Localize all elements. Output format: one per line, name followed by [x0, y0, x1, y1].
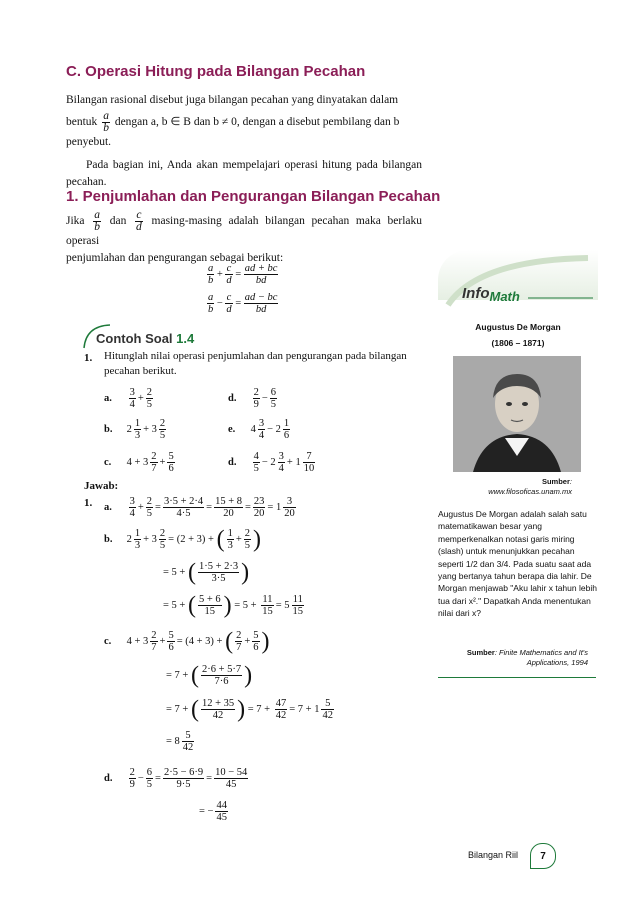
para-line: Bilangan rasional disebut juga bilangan pecahan yang dinyatakan dalam [66, 94, 399, 106]
item-label: b. [104, 533, 113, 545]
question-d1: d. $\frac{2}{9}$ − $\frac{6}{5}$ [228, 387, 277, 410]
para-text: penjumlahan dan pengurangan sebagai berikut: [66, 252, 284, 264]
para-text: Pada bagian ini, Anda akan mempelajari operasi hitung pada bilangan pecahan. [66, 159, 422, 188]
section-1-paragraph [66, 210, 422, 267]
ref-text: : Finite Mathematics and It's Applications, 1994 [494, 648, 588, 667]
answer-d-step2: = − $\frac{44}{45}$ [199, 800, 227, 823]
answer-b: b. 2 $\frac{1}{3}$ + 3 $\frac{2}{5}$ = (2 + 3) + ( $\frac{1}{3}$ + $\frac{2}{5}$ ) [104, 526, 261, 553]
question-d2: d. $\frac{4}{5}$ − 2 $\frac{3}{4}$ + 1 $\frac{7}{10}$ [228, 451, 315, 474]
portrait-figure [453, 356, 581, 472]
item-label: a. [104, 392, 112, 404]
item-label: b. [104, 423, 113, 435]
question-b: b. 2 $\frac{1}{3}$ + 3 $\frac{2}{5}$ [104, 418, 166, 441]
item-label: d. [104, 772, 113, 784]
para-text: dan [109, 215, 127, 228]
page-number: 7 [540, 850, 546, 862]
question-number: 1. [84, 352, 93, 364]
para-line [66, 111, 422, 134]
answer-c-step2: = 7 + ( $\frac{2\cdot 6 + 5\cdot 7}{7\cdot 6}$ ) [166, 662, 253, 689]
contoh-title [96, 331, 194, 346]
formula-diff: $\frac{a}{b}$ − $\frac{c}{d}$ = $\frac{ad - bc}{bd}$ [208, 292, 278, 315]
infomath-years: (1806 – 1871) [491, 338, 545, 348]
answer-c-step3: = 7 + ( $\frac{12 + 35}{42}$ ) = 7 + $\frac{47}{42}$ = 7 + 1 $\frac{5}{42}$ [166, 696, 333, 723]
page-number-badge [530, 843, 556, 869]
question-c: c. 4 + 3 $\frac{2}{7}$ + $\frac{5}{6}$ [104, 451, 174, 474]
para-text: bentuk [66, 116, 98, 129]
item-label: d. [228, 392, 237, 404]
question-a: a. $\frac{3}{4}$ + $\frac{2}{5}$ [104, 387, 153, 410]
item-label: d. [228, 456, 237, 468]
fraction-a-b: $\frac{a}{b}$ [103, 110, 109, 134]
footer-chapter: Bilangan Riil [468, 850, 519, 860]
infomath-title [462, 285, 520, 302]
source-text: : www.filosoficas.unam.mx [488, 477, 572, 496]
infomath-body: Augustus De Morgan adalah salah satu matematikawan besar yang memperkenalkan notasi garis miring (slash) untuk menunjukkan pecahan seperti 1/2 dan 3/4. Pada suatu saat ada yang bertanya tahun berapa dia lahir. De Morgan menjawab "Aku lahir x tahun lebih tua dari x²." Dapatkah Anda menentukan nilai dari x? [438, 509, 597, 619]
answer-c-step4: = 8 $\frac{5}{42}$ [166, 730, 194, 753]
para-line [66, 210, 422, 250]
answer-number: 1. [84, 497, 93, 509]
para-text: masing-masing adalah bilangan pecahan maka berlaku operasi [66, 215, 423, 247]
item-label: a. [104, 501, 112, 513]
item-label: e. [228, 423, 236, 435]
question-e: e. 4 $\frac{3}{4}$ − 2 $\frac{1}{6}$ [228, 418, 290, 441]
section-1-title: 1. Penjumlahan dan Pengurangan Bilangan Pecahan [66, 188, 441, 205]
infomath-divider [438, 677, 596, 678]
contoh-label: Contoh Soal [96, 331, 173, 346]
answer-b-step2: = 5 + ( $\frac{1\cdot 5 + 2\cdot 3}{3\cdot 5}$ ) [163, 559, 250, 586]
infomath-name: Augustus De Morgan [475, 322, 561, 332]
portrait-source [468, 477, 572, 497]
portrait-image [453, 356, 581, 472]
section-c-title: C. Operasi Hitung pada Bilangan Pecahan [66, 63, 366, 80]
item-label: c. [104, 456, 112, 468]
contoh-number: 1.4 [176, 331, 195, 346]
item-label: c. [104, 635, 112, 647]
para-text: dengan a, b ∈ B dan b ≠ 0, dengan a disebut pembilang dan b [114, 116, 400, 129]
para-line: penyebut. [66, 136, 112, 148]
source-label: Sumber [541, 477, 570, 486]
answer-d: d. $\frac{2}{9}$ − $\frac{6}{5}$ = $\frac{2\cdot 5 - 6\cdot 9}{9\cdot 5}$ = $\frac{10 - 54}{45}$ [104, 767, 248, 790]
fraction-c-d: $\frac{c}{d}$ [136, 209, 142, 233]
section-c-paragraph [66, 92, 422, 191]
ref-label: Sumber [466, 648, 495, 657]
para-text: Jika [66, 215, 85, 228]
infomath-reference [440, 648, 588, 668]
formula-sum: $\frac{a}{b}$ + $\frac{c}{d}$ = $\frac{ad + bc}{bd}$ [208, 263, 278, 286]
fraction-a-b: $\frac{a}{b}$ [94, 209, 100, 233]
math-word: Math [489, 289, 520, 304]
info-word: Info [462, 285, 490, 302]
answer-b-step3: = 5 + ( $\frac{5 + 6}{15}$ ) = 5 + $\frac{11}{15}$ = 5 $\frac{11}{15}$ [163, 592, 304, 619]
answer-a: a. $\frac{3}{4}$ + $\frac{2}{5}$ = $\frac{3\cdot 5 + 2\cdot 4}{4\cdot 5}$ = $\frac{15 + 8}{20}$ = $\frac{23}{20}$ = 1 $\frac{3}{20}$ [104, 496, 295, 519]
jawab-label: Jawab: [84, 480, 119, 492]
question-text: Hitunglah nilai operasi penjumlahan dan pengurangan pada bilangan pecahan berikut. [104, 350, 407, 377]
answer-c: c. 4 + 3 $\frac{2}{7}$ + $\frac{5}{6}$ = (4 + 3) + ( $\frac{2}{7}$ + $\frac{5}{6}$ ) [104, 628, 270, 655]
